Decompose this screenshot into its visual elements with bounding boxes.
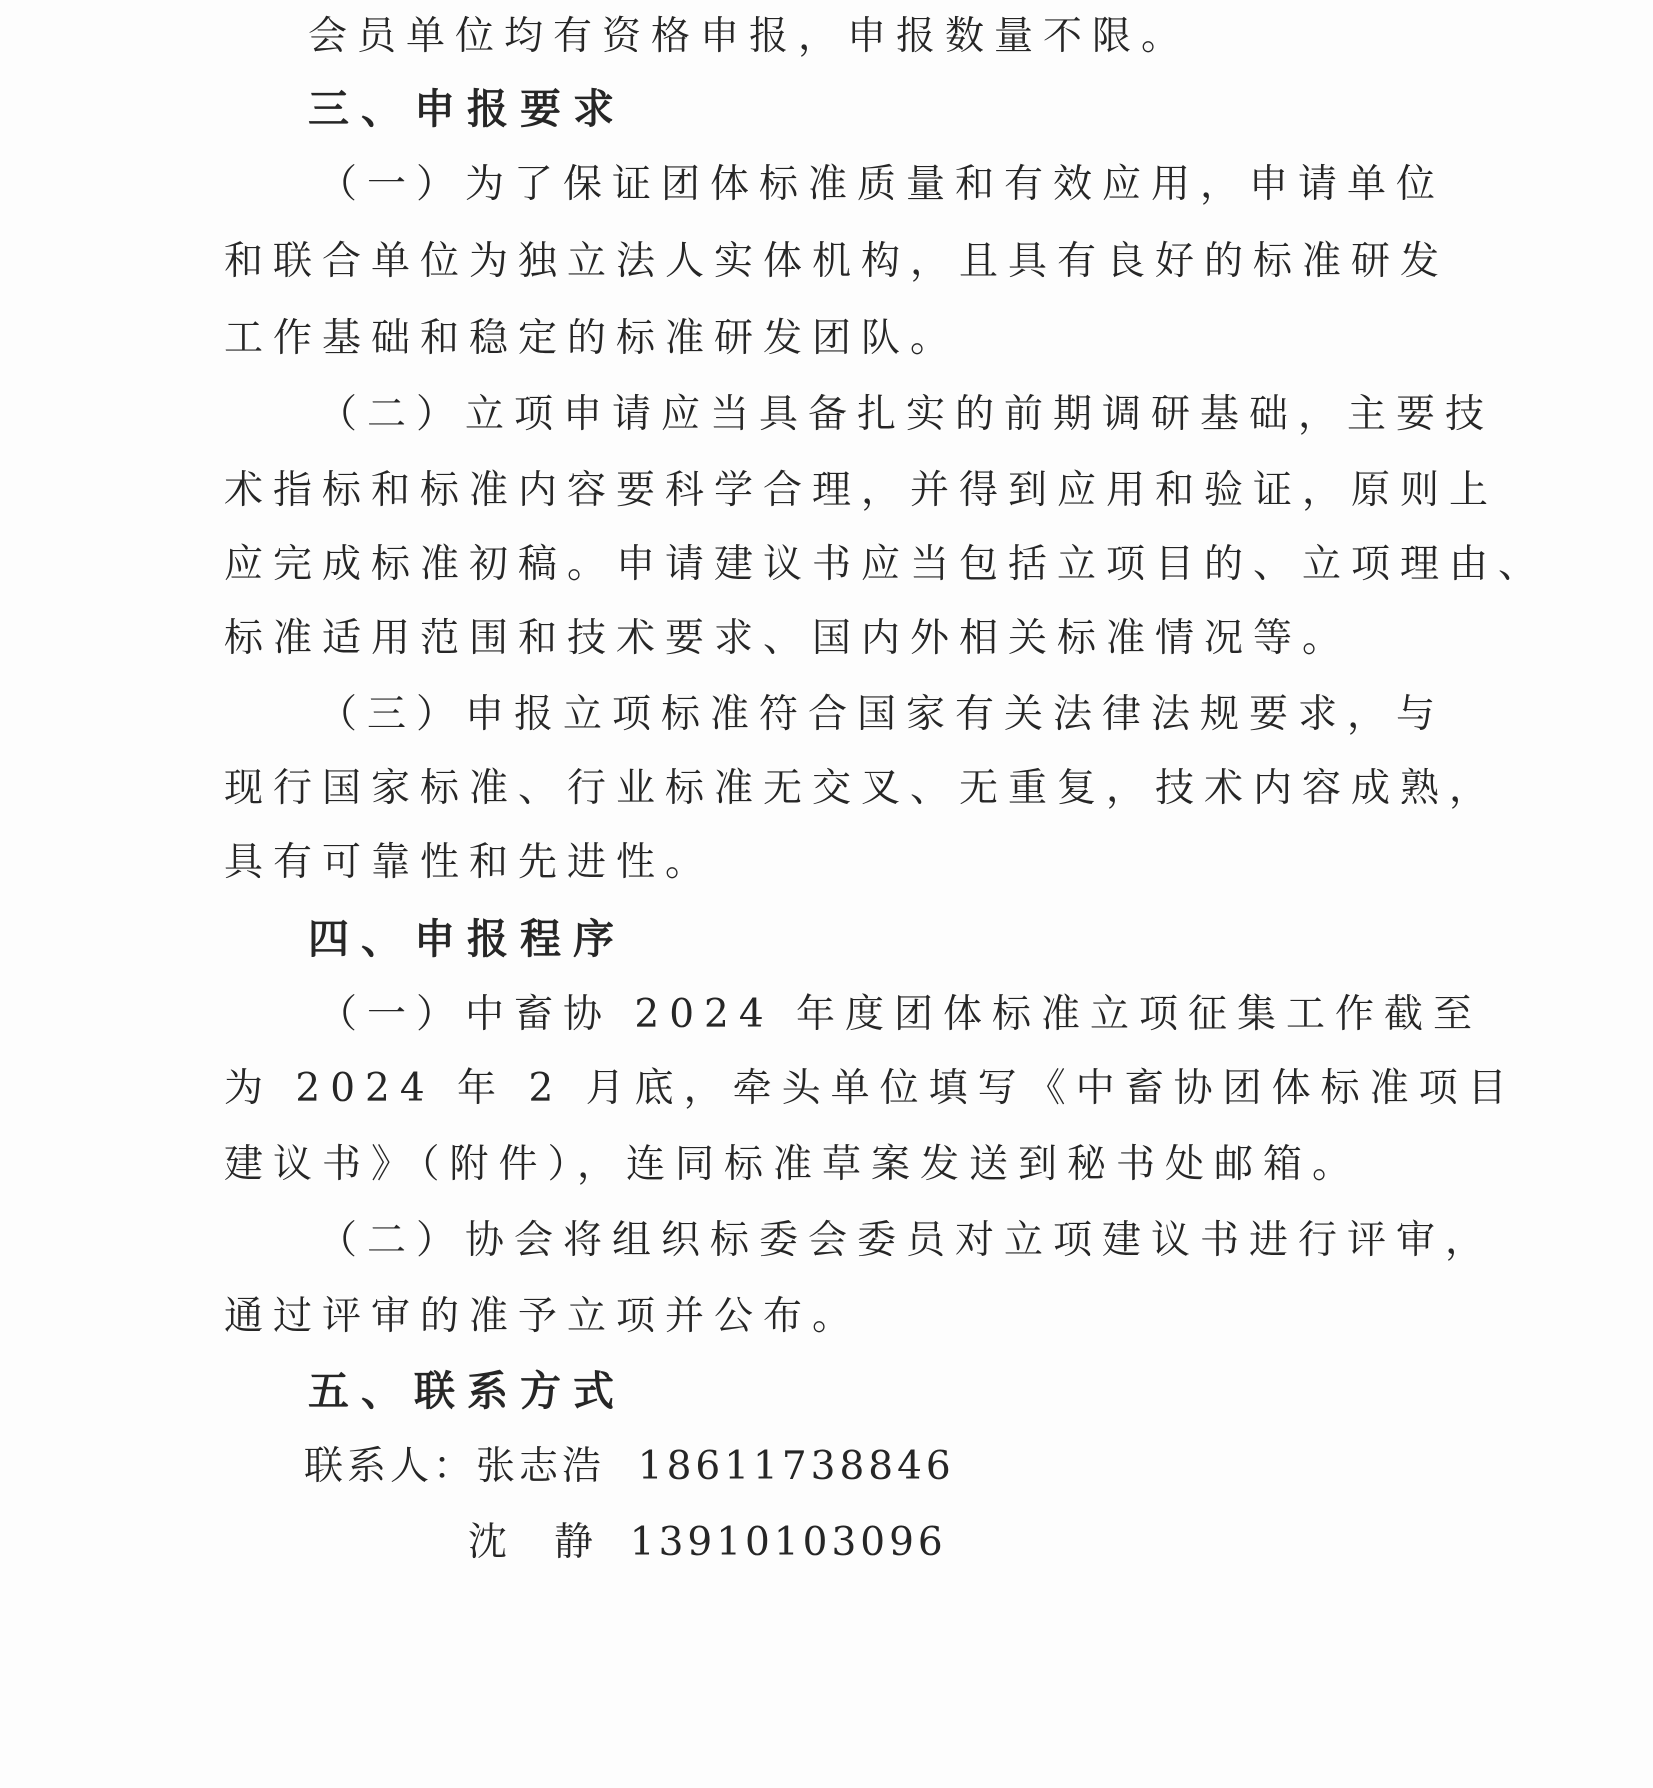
para-3-1-line-3: 工作基础和稳定的标准研发团队。 [224, 316, 960, 361]
para-4-2-line-1: （二）协会将组织标委会委员对立项建议书进行评审， [318, 1218, 1495, 1263]
para-4-1-line-1: （一）中畜协 2024 年度团体标准立项征集工作截至 [318, 992, 1483, 1037]
para-4-1-line-2: 为 2024 年 2 月底，牵头单位填写《中畜协团体标准项目 [224, 1066, 1517, 1111]
para-3-3-line-1: （三）申报立项标准符合国家有关法律法规要求，与 [318, 692, 1446, 737]
para-4-2-line-2: 通过评审的准予立项并公布。 [224, 1294, 862, 1339]
section-3-heading: 三、申报要求 [308, 85, 626, 133]
intro-line: 会员单位均有资格申报，申报数量不限。 [308, 14, 1191, 59]
para-3-2-line-4: 标准适用范围和技术要求、国内外相关标准情况等。 [224, 616, 1352, 661]
para-3-3-line-3: 具有可靠性和先进性。 [224, 840, 715, 885]
contact-line-1: 联系人：张志浩 18611738846 [304, 1444, 955, 1489]
para-3-1-line-2: 和联合单位为独立法人实体机构，且具有良好的标准研发 [224, 239, 1450, 284]
section-5-heading: 五、联系方式 [308, 1367, 626, 1415]
section-4-heading: 四、申报程序 [308, 915, 626, 963]
para-3-2-line-1: （二）立项申请应当具备扎实的前期调研基础，主要技 [318, 392, 1495, 437]
para-3-2-line-2: 术指标和标准内容要科学合理，并得到应用和验证，原则上 [224, 468, 1499, 513]
para-3-3-line-2: 现行国家标准、行业标准无交叉、无重复，技术内容成熟， [224, 766, 1499, 811]
para-3-2-line-3: 应完成标准初稿。申请建议书应当包括立项目的、立项理由、 [224, 542, 1548, 587]
para-4-1-line-3: 建议书》（附件），连同标准草案发送到秘书处邮箱。 [224, 1142, 1362, 1187]
para-3-1-line-1: （一）为了保证团体标准质量和有效应用，申请单位 [318, 162, 1446, 207]
contact-line-2: 沈 静 13910103096 [468, 1520, 947, 1565]
